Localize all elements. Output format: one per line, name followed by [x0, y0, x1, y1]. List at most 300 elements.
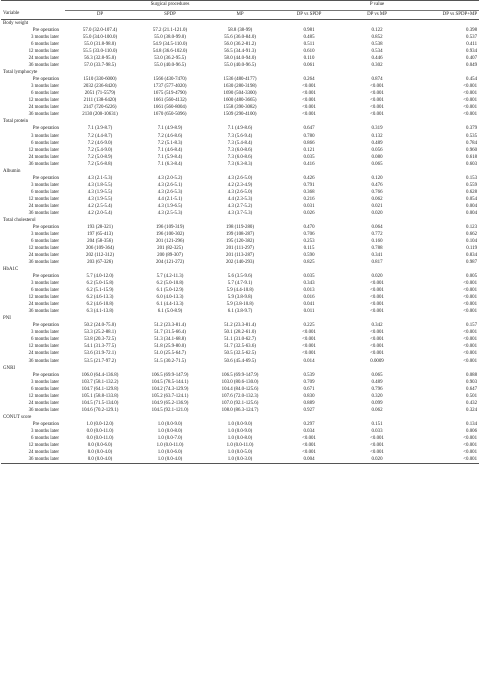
cell-p-dp-vs-mp: 0.320 — [371, 393, 383, 399]
cell-p-dp-vs-mp: 0.065 — [371, 372, 383, 378]
results-table — [1, 0, 479, 464]
cell-p-dp-vs-spdp: 0.647 — [303, 126, 315, 132]
cell-p-dp-vs-mp: 0.021 — [371, 203, 383, 209]
cell-dp: 193 (28-321) — [87, 224, 113, 230]
cell-p-dp-vs-mp: 0.489 — [371, 140, 383, 146]
cell-p-dp-vs-mp: 0.874 — [371, 77, 383, 83]
cell-p-dp-vs-mp: 0.341 — [371, 253, 383, 259]
cell-p-dp-vs-spdp-mp: 0.407 — [466, 56, 478, 62]
table-row — [1, 456, 479, 464]
row-label: 12 months later — [28, 442, 59, 448]
cell-dp: 6.2 (5.1-15.9) — [86, 288, 114, 294]
cell-spdp: 51.3 (34.1-68.8) — [154, 337, 186, 343]
section-title: PNI — [3, 316, 11, 322]
cell-p-dp-vs-spdp: 0.927 — [303, 407, 315, 413]
cell-p-dp-vs-spdp: 0.014 — [303, 358, 315, 364]
cell-p-dp-vs-spdp-mp: 0.153 — [466, 175, 478, 181]
section-title: Total protein — [3, 119, 29, 125]
row-label: 24 months later — [28, 56, 59, 62]
cell-p-dp-vs-spdp-mp: 0.647 — [466, 386, 478, 392]
cell-spdp: 1.0 (0.0-8.0) — [157, 428, 183, 434]
table-row — [1, 372, 479, 379]
cell-spdp: 200 (89-307) — [157, 253, 183, 259]
cell-mp: 4.3 (2.7-5.2) — [227, 203, 253, 209]
table-row — [1, 161, 479, 168]
section-header-row — [1, 266, 479, 273]
cell-p-dp-vs-spdp: 0.590 — [303, 253, 315, 259]
cell-p-dp-vs-mp: <0.001 — [370, 84, 384, 90]
cell-dp: 56.3 (32.8-95.0) — [84, 56, 116, 62]
cell-dp: 106.0 (64.4-136.8) — [81, 372, 119, 378]
cell-p-dp-vs-mp: 0.020 — [343, 456, 411, 464]
row-label: Pre operation — [32, 421, 59, 427]
cell-p-dp-vs-spdp: 0.610 — [303, 49, 315, 55]
cell-p-dp-vs-spdp-mp: <0.001 — [463, 344, 478, 350]
cell-p-dp-vs-mp: 0.120 — [371, 175, 383, 181]
cell-p-dp-vs-spdp-mp: <0.001 — [463, 358, 478, 364]
cell-dp: 104.6 (70.2-129.1) — [81, 407, 119, 413]
cell-mp: 6.1 (3.8-9.7) — [227, 309, 253, 315]
cell-p-dp-vs-spdp-mp: 0.603 — [466, 161, 478, 167]
cell-mp: 107.6 (72.0-132.3) — [221, 393, 259, 399]
table-row — [1, 97, 479, 104]
cell-spdp: 1566 (430-7470) — [153, 77, 187, 83]
cell-p-dp-vs-mp: 0.064 — [371, 224, 383, 230]
cell-p-dp-vs-spdp: 0.011 — [303, 309, 315, 315]
cell-dp: 6.2 (5.0-15.8) — [86, 281, 114, 287]
cell-mp: 201 (111-297) — [226, 246, 254, 252]
cell-dp: 202 (112-312) — [86, 253, 114, 259]
cell-dp: 2147 (720-6226) — [83, 105, 117, 111]
cell-p-dp-vs-spdp-mp: 0.088 — [466, 372, 478, 378]
cell-spdp: 1.0 (0.0-9.0) — [157, 421, 183, 427]
cell-p-dp-vs-mp: <0.001 — [370, 351, 384, 357]
cell-p-dp-vs-spdp-mp: <0.001 — [463, 351, 478, 357]
table-row — [1, 322, 479, 329]
cell-p-dp-vs-spdp-mp: <0.001 — [463, 112, 478, 118]
cell-p-dp-vs-spdp: <0.001 — [302, 337, 316, 343]
cell-dp: 54.1 (31.3-77.5) — [84, 344, 116, 350]
cell-p-dp-vs-spdp: <0.001 — [302, 351, 316, 357]
table-row — [1, 203, 479, 210]
table-row — [1, 231, 479, 238]
cell-dp: 0.0 (0.0-4.0) — [65, 456, 135, 464]
table-row — [1, 189, 479, 196]
cell-dp: 4.2 (2.5-5.4) — [87, 203, 113, 209]
cell-spdp: 51.0 (25.5-64.7) — [154, 351, 186, 357]
header-dp-vs-spdp: DP vs SPDP — [275, 10, 343, 20]
cell-mp: 1600 (480-3665) — [223, 98, 257, 104]
row-label: 24 months later — [28, 253, 59, 259]
cell-spdp: 104.5 (92.1-121.0) — [151, 407, 189, 413]
cell-p-dp-vs-spdp: 0.264 — [303, 77, 315, 83]
section-header-row — [1, 365, 479, 372]
cell-mp: 51.7 (32.5-63.6) — [224, 344, 256, 350]
cell-p-dp-vs-spdp-mp: <0.001 — [463, 302, 478, 308]
cell-spdp: 6.1 (4.4-13.3) — [156, 302, 184, 308]
cell-p-dp-vs-spdp-mp: 0.662 — [466, 231, 478, 237]
cell-p-dp-vs-spdp: 0.121 — [303, 147, 315, 153]
cell-mp: 108.0 (86.3-124.7) — [221, 407, 259, 413]
cell-p-dp-vs-spdp: 0.110 — [303, 56, 315, 62]
row-label: 12 months later — [28, 246, 59, 252]
cell-p-dp-vs-spdp: 0.061 — [303, 63, 315, 69]
table-row — [1, 41, 479, 48]
cell-p-dp-vs-mp: 0.033 — [371, 428, 383, 434]
cell-mp: 202 (140-293) — [225, 260, 255, 266]
cell-mp: 51.1 (31.0-62.7) — [224, 337, 256, 343]
cell-dp: 7.1 (3.9-8.7) — [87, 126, 113, 132]
cell-mp: 50.6 (45.4-69.5) — [224, 358, 256, 364]
cell-p-dp-vs-mp: 0.319 — [371, 126, 383, 132]
cell-p-dp-vs-spdp: 0.866 — [303, 140, 315, 146]
cell-p-dp-vs-spdp: 0.035 — [303, 274, 315, 280]
cell-mp: 7.3 (5.6-9.4) — [227, 133, 253, 139]
cell-mp: 5.6 (3.5-9.6) — [227, 274, 253, 280]
cell-p-dp-vs-spdp: 0.216 — [303, 196, 315, 202]
table-row — [1, 133, 479, 140]
cell-mp: 201 (113-287) — [226, 253, 254, 259]
section-title: CONUT score — [3, 414, 32, 420]
header-blank — [1, 1, 65, 11]
cell-p-dp-vs-spdp-mp: <0.001 — [463, 91, 478, 97]
cell-p-dp-vs-spdp-mp: 0.123 — [466, 224, 478, 230]
table-row — [1, 154, 479, 161]
cell-spdp: 1.0 (0.0-11.0) — [156, 442, 184, 448]
cell-p-dp-vs-spdp-mp: 0.054 — [466, 196, 478, 202]
cell-p-dp-vs-spdp: 0.026 — [303, 210, 315, 216]
table-row — [1, 104, 479, 111]
cell-p-dp-vs-spdp: 0.706 — [303, 231, 315, 237]
table-row — [1, 442, 479, 449]
section-title: GNRI — [3, 365, 15, 371]
cell-p-dp-vs-mp: 0.446 — [371, 56, 383, 62]
table-row — [1, 400, 479, 407]
table-row — [1, 62, 479, 69]
table-row — [1, 379, 479, 386]
cell-p-dp-vs-spdp-mp: 0.618 — [466, 154, 478, 160]
cell-mp: 1.0 (0.0-9.0) — [227, 421, 253, 427]
cell-p-dp-vs-spdp-mp: <0.001 — [411, 456, 479, 464]
cell-dp: 57.0 (33.7-98.5) — [84, 63, 116, 69]
cell-mp: 7.1 (4.9-8.6) — [227, 126, 253, 132]
header-variable: Variable — [1, 10, 65, 20]
cell-spdp: 4.3 (2.0-5.2) — [157, 175, 183, 181]
cell-mp: 55.6 (36.0-84.0) — [224, 35, 256, 41]
cell-dp: 55.0 (34.0-100.0) — [82, 35, 118, 41]
table-row — [1, 238, 479, 245]
row-label: 12 months later — [28, 295, 59, 301]
cell-p-dp-vs-mp: <0.001 — [370, 302, 384, 308]
cell-p-dp-vs-spdp-mp: <0.001 — [463, 295, 478, 301]
header-dp-vs-spdp-mp: DP vs SPDP+MP — [411, 10, 479, 20]
row-label: Pre operation — [32, 175, 59, 181]
section-header-row — [1, 168, 479, 175]
row-label: 24 months later — [28, 302, 59, 308]
section-header-row — [1, 69, 479, 76]
row-label: 12 months later — [28, 98, 59, 104]
cell-p-dp-vs-mp: <0.001 — [370, 91, 384, 97]
cell-p-dp-vs-spdp-mp: 0.960 — [466, 147, 478, 153]
cell-dp: 197 (65-413) — [87, 231, 113, 237]
cell-mp: 50.5 (32.5-62.5) — [224, 351, 256, 357]
row-label: 6 months later — [31, 435, 59, 441]
row-label: 12 months later — [28, 49, 59, 55]
header-spdp: SPDP — [135, 10, 205, 20]
cell-dp: 53.6 (31.9-72.1) — [84, 351, 116, 357]
cell-mp: 58.8 (38-99) — [227, 28, 253, 34]
table-row — [1, 83, 479, 90]
cell-p-dp-vs-spdp: 0.013 — [303, 288, 315, 294]
cell-p-dp-vs-spdp: 0.031 — [303, 203, 315, 209]
cell-p-dp-vs-mp: 0.132 — [371, 133, 383, 139]
cell-spdp: 1.0 (0.0-7.0) — [157, 435, 183, 441]
cell-p-dp-vs-spdp: 0.253 — [303, 238, 315, 244]
cell-spdp: 1.0 (0.0-4.0) — [135, 456, 205, 464]
cell-spdp: 54.8 (36.6-102.0) — [152, 49, 188, 55]
row-label: 36 months later — [28, 161, 59, 167]
cell-spdp: 104.5 (78.5-144.1) — [151, 379, 189, 385]
table-row — [1, 90, 479, 97]
cell-spdp: 55.0 (40.0-96.5) — [154, 63, 186, 69]
cell-dp: 4.3 (2.1-5.3) — [87, 175, 113, 181]
cell-spdp: 4.3 (2.6-5.1) — [157, 182, 183, 188]
cell-p-dp-vs-spdp-mp: <0.001 — [463, 435, 478, 441]
cell-p-dp-vs-spdp: 0.511 — [303, 42, 315, 48]
cell-p-dp-vs-spdp: 0.426 — [303, 175, 315, 181]
cell-p-dp-vs-mp: 0.062 — [371, 196, 383, 202]
table-row — [1, 182, 479, 189]
table-row — [1, 140, 479, 147]
cell-spdp: 1.0 (0.0-6.0) — [157, 449, 183, 455]
row-label: 24 months later — [28, 400, 59, 406]
cell-spdp: 54.9 (34.5-110.0) — [152, 42, 188, 48]
cell-mp: 4.2 (2.3-4.9) — [227, 182, 253, 188]
cell-dp: 50.2 (24.0-75.0) — [84, 323, 116, 329]
cell-spdp: 51.5 (30.2-71.5) — [154, 358, 186, 364]
section-header-row — [1, 315, 479, 322]
section-title: Albumin — [3, 168, 21, 174]
cell-p-dp-vs-spdp-mp: 0.537 — [466, 35, 478, 41]
cell-p-dp-vs-spdp: 0.016 — [303, 295, 315, 301]
cell-p-dp-vs-spdp: 0.780 — [303, 133, 315, 139]
table-row — [1, 350, 479, 357]
cell-spdp: 7.1 (4.9-8.9) — [157, 126, 183, 132]
table-row — [1, 175, 479, 182]
cell-mp: 58.0 (44.0-94.0) — [224, 56, 256, 62]
row-label: 3 months later — [31, 35, 59, 41]
cell-mp: 51.2 (23.3-81.4) — [224, 323, 256, 329]
cell-spdp: 7.1 (4.6-8.4) — [157, 147, 183, 153]
cell-mp: 5.7 (4.7-9.1) — [227, 281, 253, 287]
cell-p-dp-vs-mp: 0.538 — [371, 42, 383, 48]
section-header-row — [1, 217, 479, 224]
cell-mp: 107.0 (92.1-125.6) — [221, 400, 259, 406]
cell-mp: 104.4 (84.0-125.6) — [221, 386, 259, 392]
row-label: Pre operation — [32, 28, 59, 34]
table-row — [1, 386, 479, 393]
cell-spdp: 1661 (560-4132) — [153, 98, 187, 104]
cell-mp: 4.3 (3.7-5.3) — [227, 210, 253, 216]
cell-dp: 2130 (200-10631) — [82, 112, 118, 118]
cell-p-dp-vs-spdp-mp: 0.535 — [466, 133, 478, 139]
cell-p-dp-vs-mp: 0.151 — [371, 421, 383, 427]
row-label: 3 months later — [31, 379, 59, 385]
cell-dp: 53.8 (20.3-72.5) — [84, 337, 116, 343]
cell-p-dp-vs-spdp-mp: 0.004 — [466, 210, 478, 216]
table-row — [1, 27, 479, 34]
cell-p-dp-vs-spdp-mp: 0.379 — [466, 126, 478, 132]
cell-p-dp-vs-spdp-mp: <0.001 — [463, 281, 478, 287]
cell-p-dp-vs-spdp: 0.035 — [303, 154, 315, 160]
cell-dp: 104.5 (71.5-134.0) — [81, 400, 119, 406]
cell-spdp: 7.1 (6.3-8.4) — [157, 161, 183, 167]
cell-p-dp-vs-spdp-mp: 0.903 — [466, 379, 478, 385]
cell-dp: 0.0 (0.0-6.0) — [87, 442, 113, 448]
row-label: 36 months later — [28, 358, 59, 364]
cell-mp: 1.0 (0.0-8.0) — [227, 435, 253, 441]
table-row — [1, 48, 479, 55]
table-row — [1, 125, 479, 132]
section-title: Total lymphocyte — [3, 70, 38, 76]
cell-p-dp-vs-mp: <0.001 — [370, 295, 384, 301]
row-label: 24 months later — [28, 351, 59, 357]
table-row — [1, 407, 479, 414]
cell-mp: 103.0 (80.6-130.0) — [221, 379, 259, 385]
cell-dp: 0.0 (0.0-11.0) — [86, 435, 114, 441]
cell-p-dp-vs-spdp-mp: 0.398 — [466, 28, 478, 34]
table-row — [1, 210, 479, 217]
cell-mp: 7.3 (6.3-8.3) — [227, 161, 253, 167]
cell-p-dp-vs-mp: 0.766 — [371, 189, 383, 195]
cell-p-dp-vs-mp: 0.342 — [371, 323, 383, 329]
cell-dp: 2032 (236-8420) — [83, 84, 117, 90]
row-label: Pre operation — [32, 224, 59, 230]
cell-p-dp-vs-spdp: 0.485 — [303, 35, 315, 41]
cell-dp: 6.2 (4.6-10.8) — [86, 302, 114, 308]
cell-spdp: 201 (82-325) — [157, 246, 183, 252]
cell-p-dp-vs-spdp: 0.297 — [303, 421, 315, 427]
table-row — [1, 294, 479, 301]
cell-mp: 1630 (280-3198) — [223, 84, 257, 90]
cell-dp: 0.0 (0.0-11.0) — [86, 428, 114, 434]
cell-mp: 5.9 (4.4-10.8) — [226, 288, 254, 294]
cell-dp: 2051 (71-5579) — [84, 91, 116, 97]
cell-p-dp-vs-spdp: 0.981 — [303, 28, 315, 34]
cell-spdp: 51.8 (25.9-80.0) — [154, 344, 186, 350]
cell-p-dp-vs-spdp: 0.791 — [303, 182, 315, 188]
section-header-row — [1, 414, 479, 421]
row-label: 6 months later — [31, 238, 59, 244]
cell-p-dp-vs-mp: 0.534 — [371, 49, 383, 55]
cell-p-dp-vs-mp: 0.020 — [371, 274, 383, 280]
table-row — [1, 55, 479, 62]
cell-spdp: 104.9 (65.2-136.9) — [151, 400, 189, 406]
cell-p-dp-vs-spdp-mp: 0.134 — [466, 421, 478, 427]
table-row — [1, 393, 479, 400]
cell-p-dp-vs-mp: <0.001 — [370, 442, 384, 448]
cell-p-dp-vs-spdp-mp: 0.004 — [466, 203, 478, 209]
cell-spdp: 7.2 (5.1-8.3) — [157, 140, 183, 146]
cell-p-dp-vs-spdp: <0.001 — [302, 442, 316, 448]
cell-spdp: 196 (100-302) — [155, 231, 185, 237]
cell-p-dp-vs-spdp: 0.115 — [303, 246, 315, 252]
row-label: 6 months later — [31, 337, 59, 343]
cell-p-dp-vs-spdp-mp: <0.001 — [463, 442, 478, 448]
cell-mp: 56.5 (34.4-91.3) — [224, 49, 256, 55]
cell-p-dp-vs-mp: <0.001 — [370, 112, 384, 118]
cell-mp: 55.0 (40.0-96.5) — [224, 63, 256, 69]
row-label: 36 months later — [28, 260, 59, 266]
cell-p-dp-vs-spdp-mp: 0.559 — [466, 182, 478, 188]
cell-p-dp-vs-spdp-mp: <0.001 — [463, 337, 478, 343]
cell-spdp: 6.0 (4.0-13.3) — [156, 295, 184, 301]
cell-p-dp-vs-spdp: <0.001 — [302, 330, 316, 336]
cell-p-dp-vs-spdp-mp: 0.628 — [466, 189, 478, 195]
section-title: Total cholesterol — [3, 217, 36, 223]
cell-spdp: 4.3 (2.6-5.3) — [157, 189, 183, 195]
cell-p-dp-vs-spdp-mp: 0.784 — [466, 140, 478, 146]
table-row — [1, 76, 479, 83]
cell-p-dp-vs-mp: 0.099 — [371, 400, 383, 406]
cell-dp: 6.2 (4.6-13.3) — [86, 295, 114, 301]
cell-dp: 57.0 (32.0-107.4) — [82, 28, 118, 34]
cell-p-dp-vs-spdp: 0.041 — [303, 302, 315, 308]
cell-p-dp-vs-spdp: <0.001 — [302, 449, 316, 455]
header-dp-vs-mp: DP vs MP — [343, 10, 411, 20]
table-body — [1, 20, 479, 464]
cell-p-dp-vs-spdp-mp: 0.432 — [466, 400, 478, 406]
row-label: 24 months later — [28, 203, 59, 209]
cell-spdp: 1737 (577-4020) — [153, 84, 187, 90]
cell-spdp: 196 (109-319) — [155, 224, 185, 230]
cell-p-dp-vs-spdp-mp: <0.001 — [463, 84, 478, 90]
table-row — [1, 259, 479, 266]
cell-spdp: 7.1 (5.9-8.4) — [157, 154, 183, 160]
header-mp: MP — [205, 10, 275, 20]
header-dp: DP — [65, 10, 135, 20]
cell-dp: 206 (109-364) — [85, 246, 115, 252]
cell-p-dp-vs-spdp-mp: 0.411 — [466, 42, 478, 48]
table-row — [1, 196, 479, 203]
cell-p-dp-vs-mp: 0.160 — [371, 238, 383, 244]
table-row — [1, 358, 479, 365]
cell-spdp: 204 (121-272) — [155, 260, 185, 266]
cell-p-dp-vs-mp: <0.001 — [370, 344, 384, 350]
cell-dp: 7.2 (4.4-8.7) — [87, 133, 113, 139]
cell-p-dp-vs-mp: 0.852 — [371, 35, 383, 41]
cell-mp: 1.0 (0.0-11.0) — [226, 442, 254, 448]
cell-dp: 7.2 (5.4-9.0) — [87, 147, 113, 153]
cell-p-dp-vs-spdp: 0.470 — [303, 224, 315, 230]
row-label: 36 months later — [28, 309, 59, 315]
table-row — [1, 111, 479, 118]
row-label: 6 months later — [31, 288, 59, 294]
cell-spdp: 104.2 (74.3-129.9) — [151, 386, 189, 392]
cell-p-dp-vs-mp: <0.001 — [370, 309, 384, 315]
cell-dp: 55.0 (31.8-98.0) — [84, 42, 116, 48]
cell-p-dp-vs-mp: <0.001 — [370, 288, 384, 294]
cell-p-dp-vs-spdp-mp: 0.501 — [466, 393, 478, 399]
cell-p-dp-vs-spdp: 0.671 — [303, 386, 315, 392]
cell-spdp: 6.2 (5.0-10.8) — [156, 281, 184, 287]
row-label: 3 months later — [31, 330, 59, 336]
row-label: Pre operation — [32, 126, 59, 132]
table-row — [1, 343, 479, 350]
row-label: Pre operation — [32, 372, 59, 378]
cell-p-dp-vs-mp: 0.0009 — [370, 358, 384, 364]
cell-mp: 106.5 (69.9-147.9) — [221, 372, 259, 378]
